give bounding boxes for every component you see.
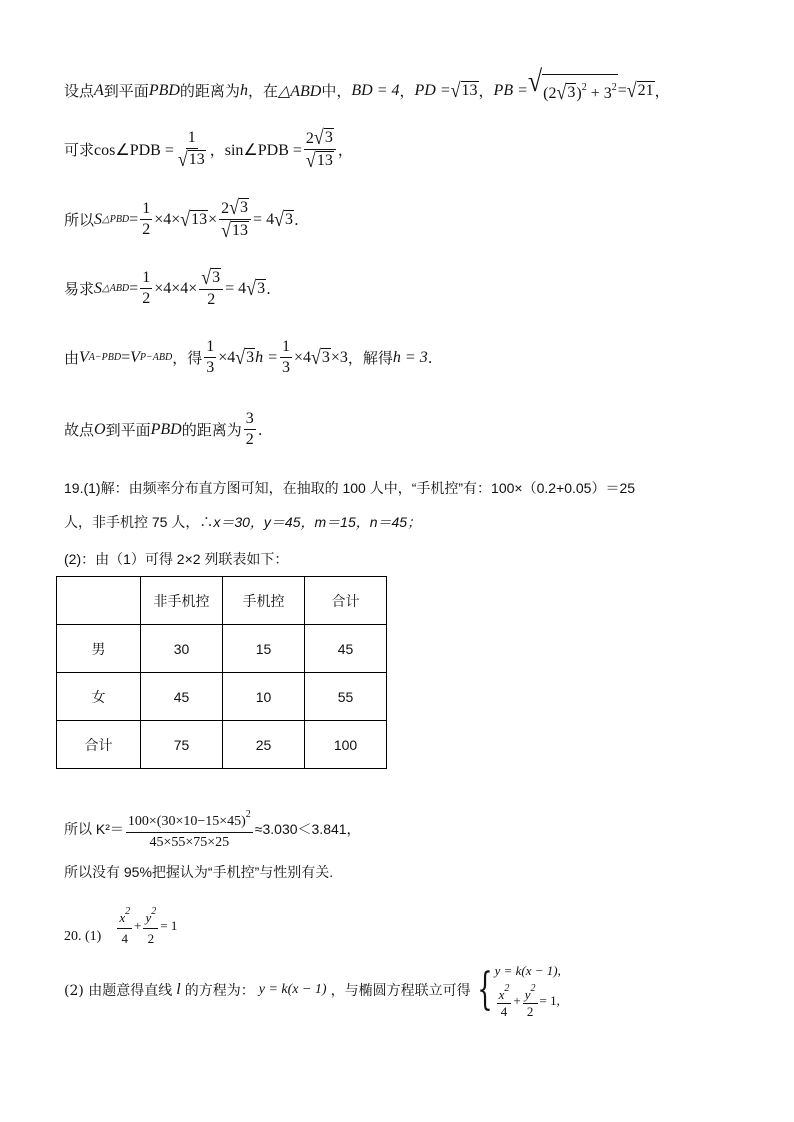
fraction <box>140 200 152 239</box>
p19-line2 <box>64 512 421 532</box>
text: 19.(1)解：由频率分布直方图可知，在抽取的 100 人中，“手机控”有：100×（0.2+0.05）＝25 <box>64 480 636 496</box>
table-cell: 75 <box>141 721 223 769</box>
math-var: O <box>94 420 106 438</box>
numerator <box>143 903 158 929</box>
text: (2)：由（1）可得 2×2 列联表如下： <box>64 551 289 567</box>
table-cell: 非手机控 <box>141 577 223 625</box>
math-sup: 2 <box>151 906 157 917</box>
table-header-row <box>57 577 387 625</box>
text: (2) 由题意得直线 <box>64 982 173 999</box>
math-var: x <box>119 910 126 925</box>
math-expr: (2 √ 3 )$^2 + 3^2$ <box>542 74 618 107</box>
text: ， <box>478 82 494 100</box>
text: 所以 <box>64 211 95 229</box>
math-op: ×4 <box>218 348 236 366</box>
math-expr: BD = 4 <box>351 81 400 99</box>
line-volume-equation <box>64 338 432 377</box>
table-cell: 55 <box>305 673 387 721</box>
math-op: = <box>617 81 627 99</box>
table-cell: 45 <box>141 673 223 721</box>
denominator: 3 <box>281 359 290 376</box>
math-op: ×4×4× <box>154 279 198 297</box>
text: 的距离为 <box>181 421 242 439</box>
numerator: 3 <box>212 269 221 286</box>
left-brace: { <box>476 963 493 1015</box>
line-distance-setup <box>64 64 670 107</box>
table-cell: 合计 <box>305 577 387 625</box>
text: 所以没有 95%把握认为“手机控”与性别有关. <box>64 864 334 880</box>
table-row <box>57 673 387 721</box>
math-var: y <box>145 910 152 925</box>
sqrt: √ 13 <box>450 78 478 102</box>
text: ，与椭圆方程联立可得 <box>330 982 471 999</box>
math-op: ×4 <box>293 348 311 366</box>
math-op: ×4× <box>154 210 181 228</box>
line-cos-sin <box>64 125 353 172</box>
math-op: = 1, <box>539 992 560 1008</box>
sqrt: √ 3 <box>310 345 330 369</box>
math-expr: y = k(x − 1) <box>258 981 327 997</box>
denominator: 45×55×75×25 <box>149 835 230 850</box>
fraction <box>117 903 132 948</box>
math-num: 3 <box>257 280 266 297</box>
numerator: 3 <box>244 410 256 430</box>
math-var: l <box>176 980 181 998</box>
sqrt: √ 3 <box>235 345 255 369</box>
numerator: 1 <box>186 129 198 149</box>
denominator: 2 <box>142 290 151 307</box>
math-num: 3 <box>246 349 255 366</box>
math-op: = <box>129 279 139 297</box>
numerator: 1 <box>204 338 216 358</box>
text: 人，非手机控 75 人，∴ <box>64 514 214 530</box>
table-cell: 手机控 <box>223 577 305 625</box>
math-sup: 2 <box>125 906 131 917</box>
math-var: PBD <box>148 81 180 99</box>
numerator <box>117 903 132 929</box>
fraction <box>204 338 216 377</box>
p20-line1 <box>64 903 177 948</box>
k2-line <box>64 806 361 852</box>
math-op: = <box>121 348 131 366</box>
math-expr: △ABD <box>277 82 322 100</box>
math-sub: P−ABD <box>139 352 173 363</box>
equation: y = k(x − 1), <box>494 963 561 978</box>
math-num: 21 <box>637 82 654 99</box>
math-var: V <box>79 348 89 366</box>
denominator: 2 <box>147 931 155 946</box>
table-cell: 10 <box>223 673 305 721</box>
denominator: 13 <box>316 152 333 169</box>
text: ≈3.030＜3.841， <box>254 821 361 837</box>
text: 到平面 <box>103 82 149 100</box>
fraction <box>244 410 256 449</box>
math-num: 3 <box>567 84 576 101</box>
fraction <box>126 806 253 852</box>
text: . <box>427 348 433 367</box>
math-expr: PB = <box>493 81 528 99</box>
math-num: 13 <box>191 211 208 228</box>
text: ， <box>399 82 415 100</box>
text: 由 <box>64 349 80 367</box>
math-op: ×3 <box>330 348 348 366</box>
math-expr: h = <box>255 348 278 366</box>
sqrt: √ 3 <box>246 276 266 300</box>
numerator <box>126 806 253 833</box>
math-var: h <box>239 81 248 99</box>
fraction: 1 √ 13 <box>177 129 205 171</box>
fraction: $\frac{x^2}{4}$ <box>498 983 510 1019</box>
text: 中， <box>321 82 352 100</box>
text: . <box>257 420 263 439</box>
math-expr: 100×(30×10−15×45) <box>127 814 246 829</box>
math-sub: △PBD <box>102 214 130 225</box>
fraction: 2 √ 3 √ 13 <box>304 128 336 171</box>
table-cell: 15 <box>223 625 305 673</box>
math-var: A <box>94 81 104 99</box>
fraction: $\frac{y^2}{2}$ <box>524 983 536 1019</box>
line-area-pbd <box>64 195 299 242</box>
p20-line2 <box>64 960 561 1019</box>
math-num: 2 <box>548 85 557 102</box>
table-cell: 女 <box>57 673 141 721</box>
denominator: 2 <box>142 221 151 238</box>
line-area-abd <box>64 265 271 309</box>
table-cell: 25 <box>223 721 305 769</box>
math-expr: = 4 <box>225 279 247 297</box>
table-cell: 100 <box>305 721 387 769</box>
text: ，在 <box>247 82 278 100</box>
text: . <box>293 210 299 229</box>
text: 设点 <box>64 82 95 100</box>
text: 可求 <box>64 141 95 159</box>
math-sub: A−PBD <box>88 352 122 363</box>
sqrt: √ (2 √ 3 )$^2 + 3^2$ <box>528 74 618 107</box>
math-op: × <box>208 210 218 228</box>
denominator: 4 <box>121 931 128 946</box>
text: 故点 <box>64 421 95 439</box>
text: 20. (1) <box>64 928 102 944</box>
contingency-table <box>56 576 387 769</box>
math-num: 3 <box>324 129 333 146</box>
sqrt: √ 3 <box>274 207 293 231</box>
text: 所以 K²＝ <box>64 821 124 837</box>
fraction <box>280 338 292 377</box>
sqrt: √ 13 <box>180 207 208 231</box>
math-num: 3 <box>284 211 293 228</box>
fraction <box>143 903 158 948</box>
fraction: √ 3 2 <box>199 268 223 309</box>
math-var: S <box>94 279 103 297</box>
conclusion-line <box>64 862 333 882</box>
line-distance-result <box>64 410 263 449</box>
math-var: S <box>94 210 103 228</box>
denominator: 2 <box>207 291 216 308</box>
fraction <box>140 269 152 308</box>
table-cell: 男 <box>57 625 141 673</box>
p19-line3 <box>64 549 288 569</box>
text: 的方程为： <box>184 982 255 999</box>
math-expr: cos∠PDB = <box>94 141 174 159</box>
text: ， <box>654 82 670 100</box>
text: 易求 <box>64 280 95 298</box>
numerator: 1 <box>140 200 152 220</box>
denominator: 13 <box>232 222 249 239</box>
math-sub: △ABD <box>102 283 130 294</box>
text: x＝30，y＝45，m＝15，n＝45； <box>213 514 422 530</box>
math-sup: 2 <box>245 809 251 820</box>
table-row <box>57 625 387 673</box>
denominator: 13 <box>188 151 205 168</box>
math-num: 3 <box>240 199 249 216</box>
fraction: 2 √ 3 √ 13 <box>219 198 251 241</box>
math-var: PBD <box>150 420 182 438</box>
numerator: 2 <box>305 130 314 147</box>
math-op: = <box>129 210 139 228</box>
numerator: 2 <box>221 200 230 217</box>
p19-line1 <box>64 478 635 498</box>
table-cell: 30 <box>141 625 223 673</box>
text: 到平面 <box>105 421 151 439</box>
math-op: = 1 <box>160 917 178 933</box>
numerator: 1 <box>280 338 292 358</box>
equation-system <box>495 960 561 1019</box>
denominator: 2 <box>245 431 254 448</box>
table-cell: 合计 <box>57 721 141 769</box>
math-var: V <box>130 348 140 366</box>
numerator: 1 <box>140 269 152 289</box>
text: . <box>266 279 271 298</box>
text: ， <box>209 141 225 159</box>
table-cell <box>57 577 141 625</box>
math-expr: h = 3 <box>392 348 428 366</box>
equation: $\frac{x^2}{4}$ + $\frac{y^2}{2}$ = 1, <box>498 983 560 1019</box>
text: ， <box>337 141 353 159</box>
math-expr: = 4 <box>253 210 275 228</box>
table-cell: 45 <box>305 625 387 673</box>
text: ，得 <box>172 349 203 367</box>
text: 的距离为 <box>179 82 240 100</box>
text: ，解得 <box>347 349 393 367</box>
math-expr: PD = <box>414 81 451 99</box>
sqrt: √ 21 <box>626 78 654 102</box>
math-expr: sin∠PDB = <box>224 141 302 159</box>
math-op: + <box>134 917 142 933</box>
math-num: 3 <box>321 349 330 366</box>
math-num: 13 <box>461 82 478 99</box>
denominator: 3 <box>206 359 215 376</box>
table-row <box>57 721 387 769</box>
